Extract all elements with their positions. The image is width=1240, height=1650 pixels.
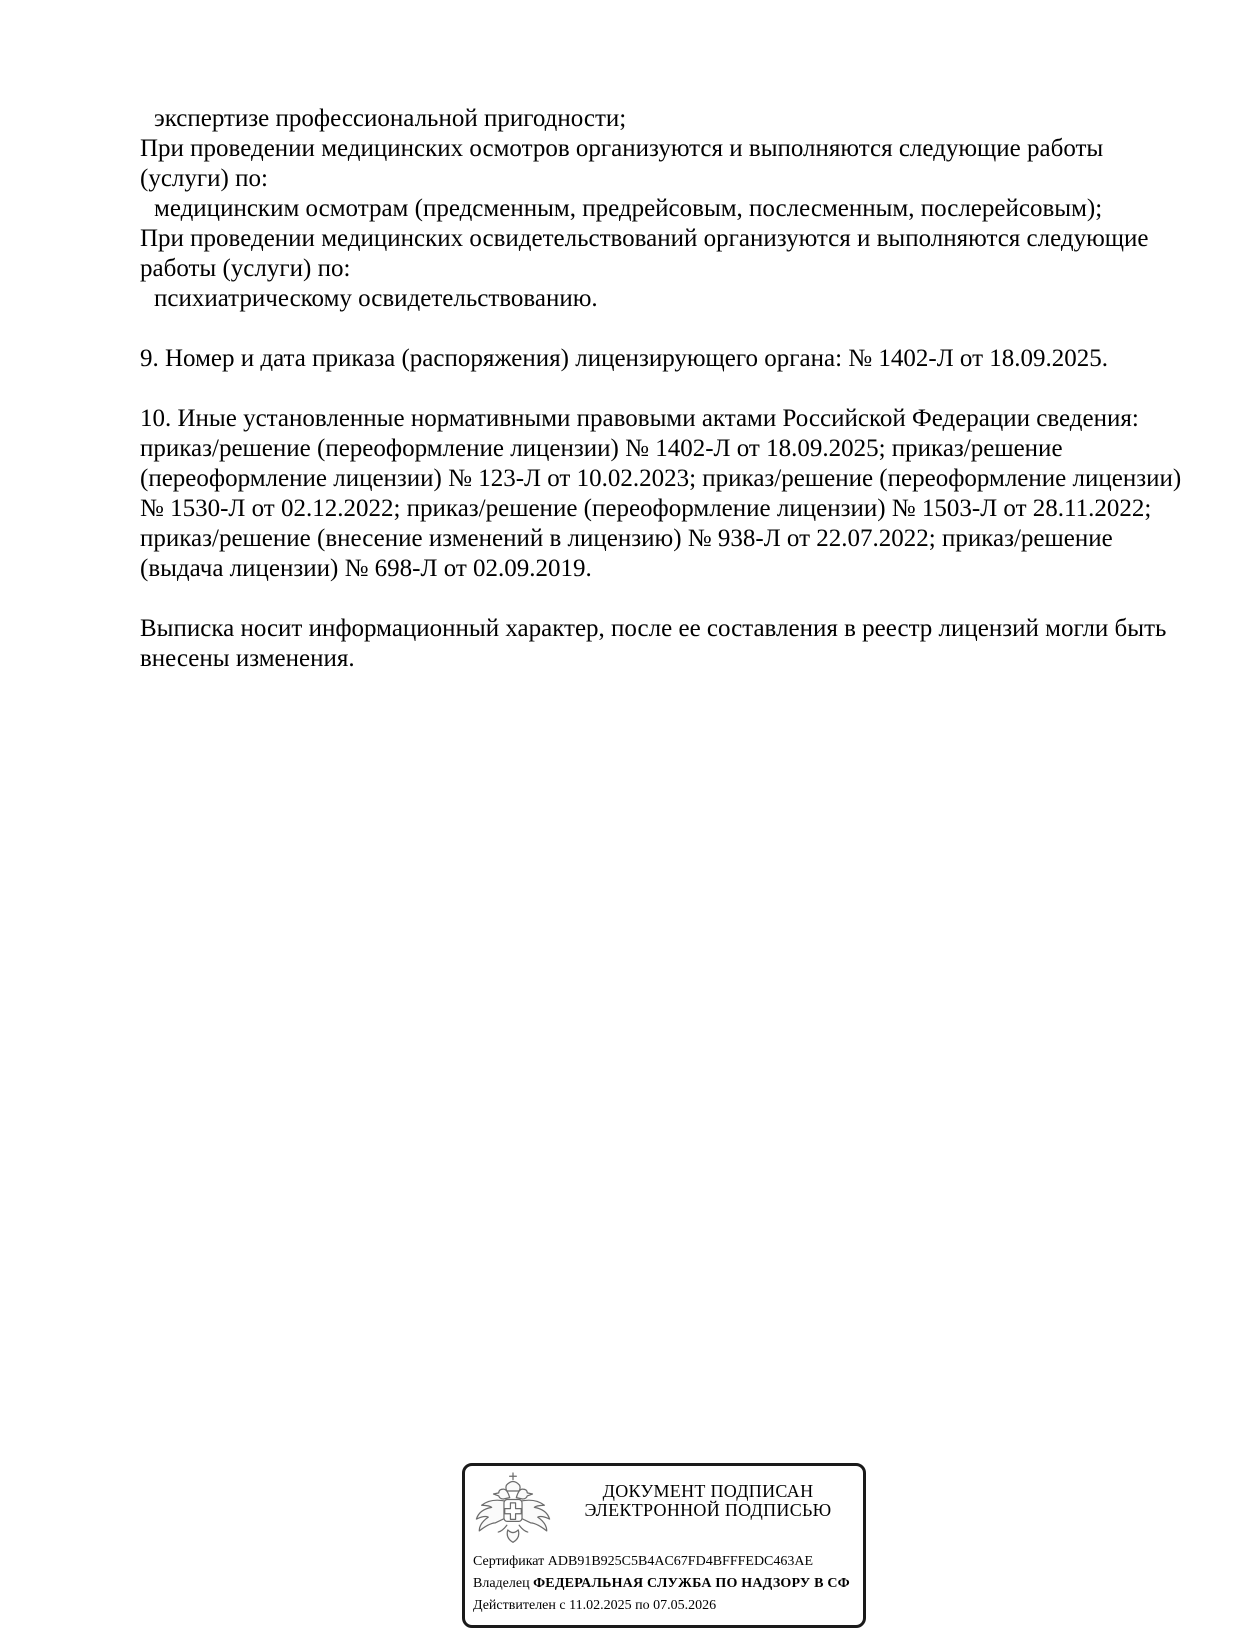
certificate-label: Сертификат xyxy=(473,1554,545,1569)
certificate-line xyxy=(473,1551,866,1573)
doc-line: При проведении медицинских освидетельствований организуются и выполняются следующие xyxy=(140,225,1149,252)
stamp-title-line2: ЭЛЕКТРОННОЙ ПОДПИСЬЮ xyxy=(584,1500,832,1520)
doc-line: Выписка носит информационный характер, после ее составления в реестр лицензий могли быть xyxy=(140,615,1167,642)
doc-line: (переоформление лицензии) № 123-Л от 10.02.2023; приказ/решение (переоформление лицензии) xyxy=(140,465,1182,492)
owner-line xyxy=(473,1573,866,1595)
owner-label: Владелец xyxy=(473,1576,530,1591)
paragraph-services xyxy=(140,104,1215,314)
document-body xyxy=(140,104,1215,674)
paragraph-item-9 xyxy=(140,344,1215,374)
paragraph-disclaimer xyxy=(140,614,1215,674)
doc-line: экспертизе профессиональной пригодности; xyxy=(154,105,627,132)
paragraph-item-10 xyxy=(140,404,1215,584)
doc-line: № 1530-Л от 02.12.2022; приказ/решение (переоформление лицензии) № 1503-Л от 28.11.2022; xyxy=(140,495,1152,522)
stamp-info xyxy=(473,1551,866,1617)
stamp-title-line1: ДОКУМЕНТ ПОДПИСАН xyxy=(602,1481,814,1501)
stamp-title xyxy=(557,1482,859,1520)
doc-line: При проведении медицинских осмотров организуются и выполняются следующие работы xyxy=(140,135,1104,162)
validity-line: Действителен с 11.02.2025 по 07.05.2026 xyxy=(473,1598,717,1613)
doc-line: (выдача лицензии) № 698-Л от 02.09.2019. xyxy=(140,555,592,582)
doc-line: приказ/решение (переоформление лицензии) № 1402-Л от 18.09.2025; приказ/решение xyxy=(140,435,1063,462)
doc-line: приказ/решение (внесение изменений в лицензию) № 938-Л от 22.07.2022; приказ/решение xyxy=(140,525,1113,552)
doc-line: (услуги) по: xyxy=(140,165,268,192)
electronic-signature-stamp xyxy=(462,1463,866,1628)
owner-name: ФЕДЕРАЛЬНАЯ СЛУЖБА ПО НАДЗОРУ В СФ xyxy=(533,1576,850,1591)
doc-line: 10. Иные установленные нормативными правовыми актами Российской Федерации сведения: xyxy=(140,405,1139,432)
doc-line: 9. Номер и дата приказа (распоряжения) лицензирующего органа: № 1402-Л от 18.09.2025. xyxy=(140,345,1109,372)
doc-line: медицинским осмотрам (предсменным, предрейсовым, послесменным, послерейсовым); xyxy=(154,195,1103,222)
roszdravnadzor-eagle-emblem-icon xyxy=(475,1471,551,1549)
certificate-value: ADB91B925C5B4AC67FD4BFFFEDC463AE xyxy=(547,1554,814,1569)
doc-line: внесены изменения. xyxy=(140,645,355,672)
doc-line: психиатрическому освидетельствованию. xyxy=(154,285,598,312)
doc-line: работы (услуги) по: xyxy=(140,255,351,282)
